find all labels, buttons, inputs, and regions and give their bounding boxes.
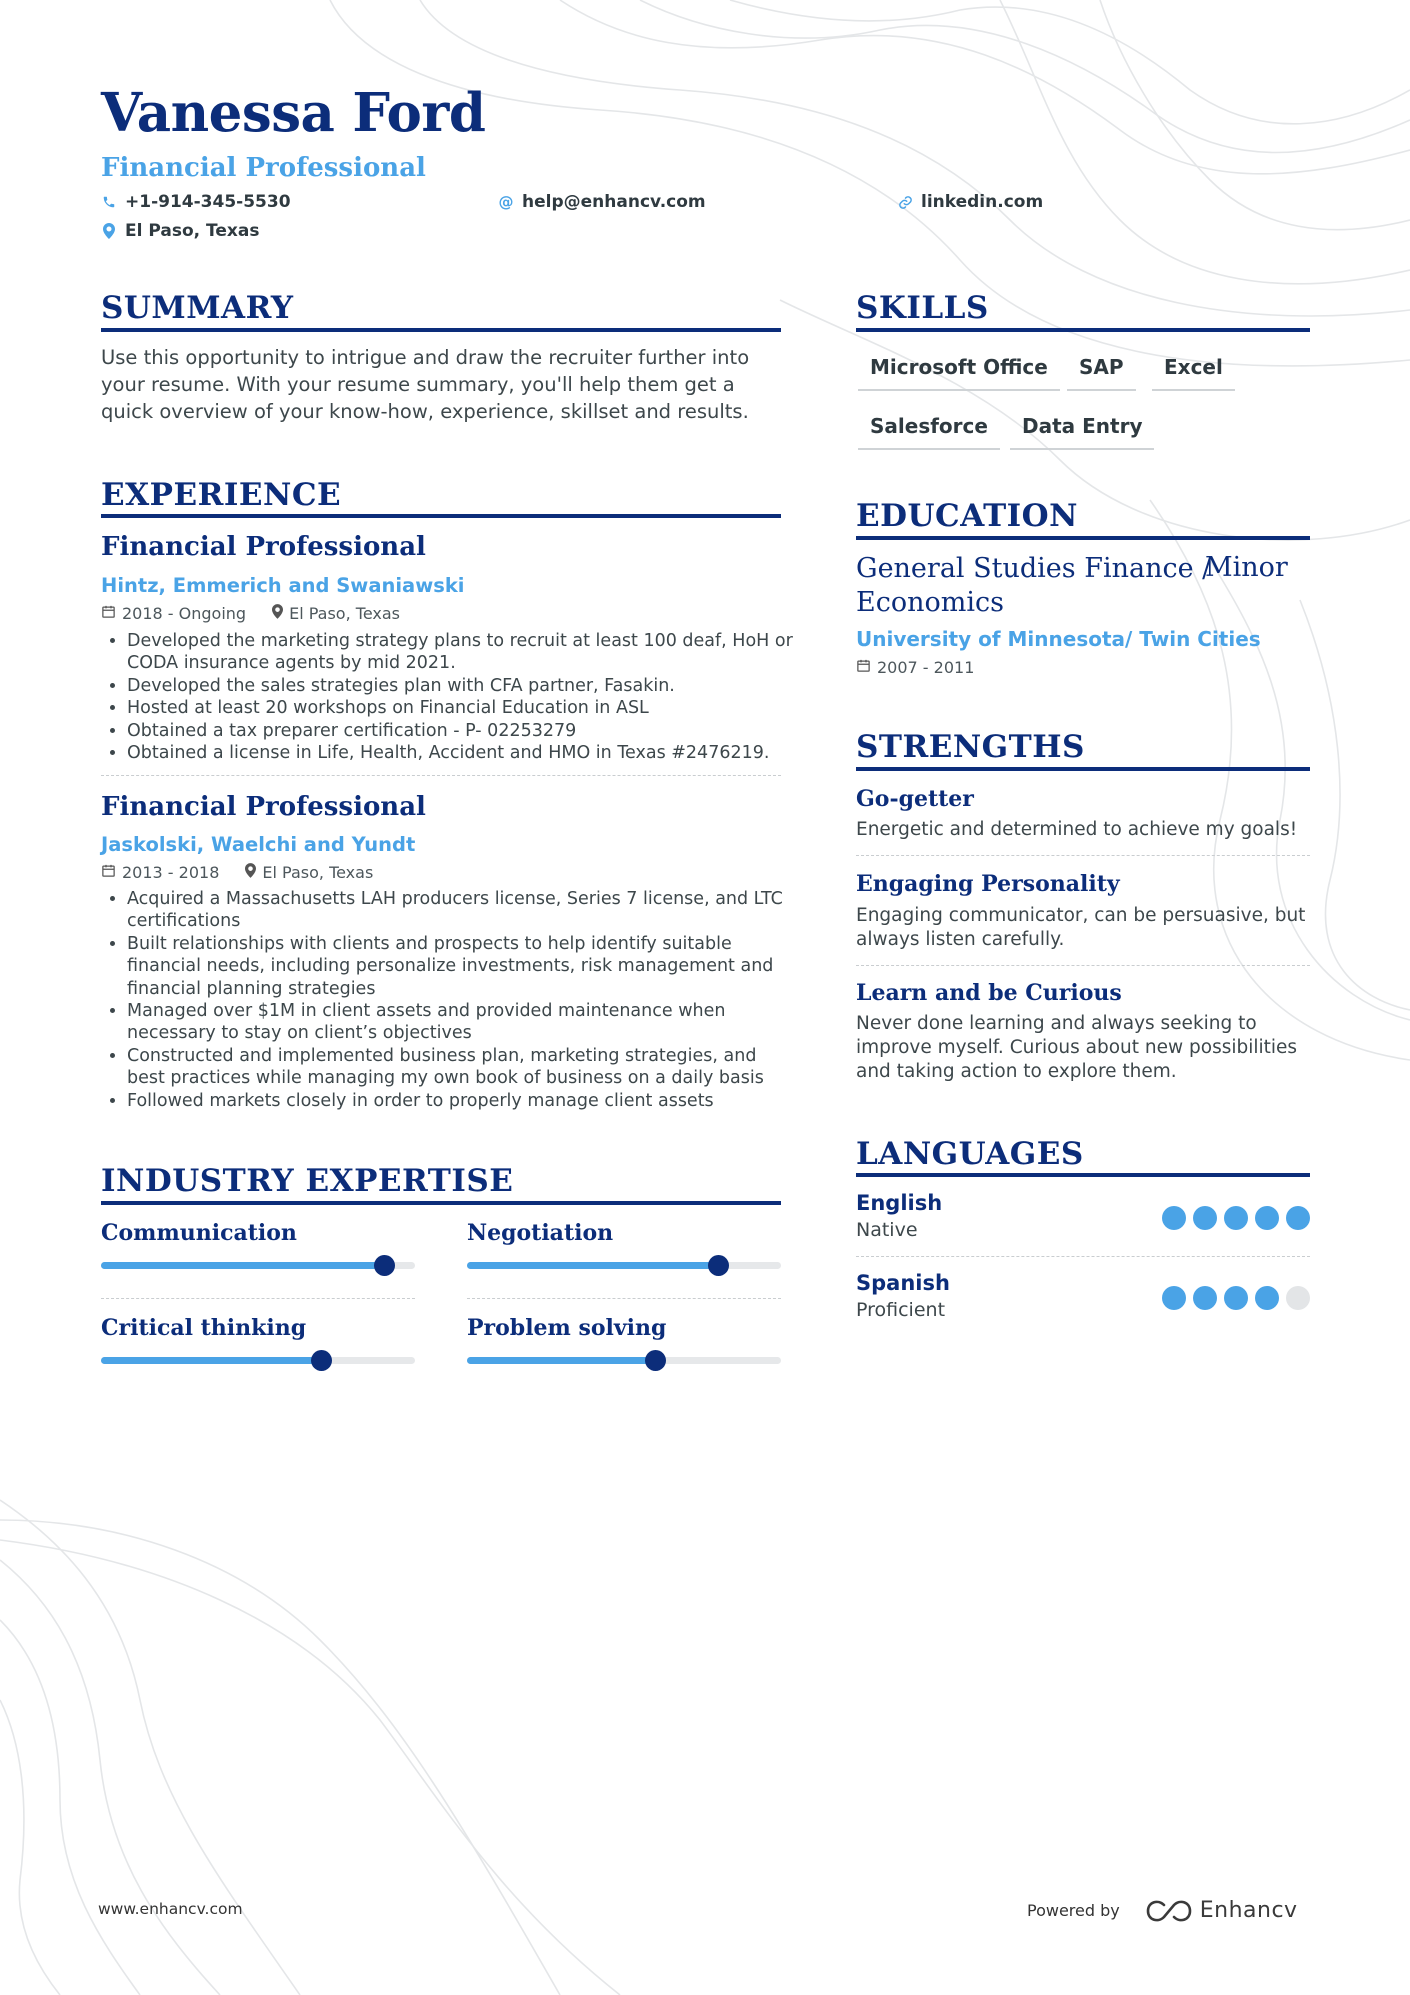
company-name: Jaskolski, Waelchi and Yundt: [101, 833, 416, 856]
list-item: • Followed markets closely in order to properly manage client assets: [127, 1090, 799, 1112]
job-location: El Paso, Texas: [262, 863, 374, 882]
skills-heading: SKILLS: [856, 290, 989, 326]
list-item: • Managed over $1M in client assets and provided maintenance when necessary to stay on client’s objectives: [127, 1000, 799, 1045]
skills-divider: [856, 328, 1310, 332]
strength-separator: [856, 855, 1310, 856]
list-item: • Hosted at least 20 workshops on Financial Education in ASL: [127, 697, 799, 719]
language-rating: [1162, 1206, 1310, 1230]
skill-tag: Data Entry: [1010, 414, 1154, 450]
languages-heading: LANGUAGES: [856, 1136, 1084, 1172]
job-dates: 2018 - Ongoing: [122, 604, 247, 623]
experience-divider: [101, 514, 781, 518]
brand-name: Enhancv: [1199, 1898, 1298, 1923]
expertise-heading: INDUSTRY EXPERTISE: [101, 1163, 514, 1199]
contact-linkedin[interactable]: [897, 192, 1043, 212]
contact-location: [101, 221, 259, 241]
location-text: El Paso, Texas: [125, 221, 260, 241]
summary-heading: SUMMARY: [101, 290, 294, 326]
footer-website[interactable]: www.enhancv.com: [98, 1900, 243, 1918]
education-dates: 2007 - 2011: [877, 658, 975, 677]
expertise-label: Communication: [101, 1220, 297, 1246]
expertise-bar-fill: [467, 1357, 655, 1364]
skill-tag: Microsoft Office: [858, 355, 1060, 391]
calendar-icon: [101, 604, 116, 623]
expertise-bar: [101, 1262, 415, 1269]
list-item: • Built relationships with clients and prospects to help identify suitable financial needs, including personalize investments, risk management and financial planning strategies: [127, 933, 799, 1000]
skill-tag: Salesforce: [858, 414, 1000, 450]
rating-dot-filled: [1255, 1286, 1279, 1310]
expertise-bar: [101, 1357, 415, 1364]
expertise-separator: [467, 1298, 781, 1299]
expertise-bar-fill: [101, 1357, 321, 1364]
contact-phone[interactable]: [101, 192, 291, 212]
rating-dot-filled: [1193, 1206, 1217, 1230]
link-icon: [897, 195, 913, 210]
expertise-label: Critical thinking: [101, 1315, 307, 1341]
expertise-label: Negotiation: [467, 1220, 614, 1246]
list-item: • Obtained a tax preparer certification - P- 02253279: [127, 720, 799, 742]
company-name: Hintz, Emmerich and Swaniawski: [101, 574, 465, 597]
phone-icon: [101, 195, 117, 209]
job-meta: [101, 604, 400, 623]
job-meta: [101, 863, 373, 882]
calendar-icon: [856, 658, 871, 677]
rating-dot-filled: [1224, 1286, 1248, 1310]
rating-dot-filled: [1162, 1206, 1186, 1230]
calendar-icon: [101, 863, 116, 882]
enhancv-logo-icon: [1146, 1899, 1192, 1923]
candidate-name: Vanessa Ford: [101, 82, 486, 144]
experience-heading: EXPERIENCE: [101, 477, 342, 513]
education-meta: [856, 658, 974, 677]
expertise-separator: [101, 1298, 415, 1299]
rating-dot-empty: [1286, 1286, 1310, 1310]
language-name: English: [856, 1191, 943, 1215]
job-bullets: [101, 630, 799, 764]
strength-title: Learn and be Curious: [856, 980, 1122, 1006]
job-dates: 2013 - 2018: [122, 863, 220, 882]
strength-text: Never done learning and always seeking to improve myself. Curious about new possibilities and taking action to explore them.: [856, 1013, 1298, 1082]
language-separator: [856, 1256, 1310, 1257]
languages-divider: [856, 1173, 1310, 1177]
education-minor: Minor: [1205, 552, 1288, 583]
skill-tag: Excel: [1152, 355, 1235, 391]
job-title: Financial Professional: [101, 792, 426, 822]
expertise-bar-knob: [374, 1255, 395, 1276]
list-item: • Obtained a license in Life, Health, Accident and HMO in Texas #2476219.: [127, 742, 799, 764]
language-level: Proficient: [856, 1299, 946, 1321]
expertise-bar-knob: [645, 1350, 666, 1371]
powered-by-text: Powered by: [1027, 1901, 1120, 1920]
expertise-bar-knob: [708, 1255, 729, 1276]
rating-dot-filled: [1255, 1206, 1279, 1230]
job-bullets: [101, 888, 799, 1112]
expertise-bar: [467, 1262, 781, 1269]
expertise-bar-fill: [467, 1262, 718, 1269]
location-pin-icon: [245, 863, 256, 882]
skill-tag: SAP: [1067, 355, 1136, 391]
strength-title: Go-getter: [856, 786, 974, 812]
list-item: • Developed the marketing strategy plans to recruit at least 100 deaf, HoH or CODA insurance agents by mid 2021.: [127, 630, 799, 675]
location-pin-icon: [101, 223, 117, 239]
rating-dot-filled: [1193, 1286, 1217, 1310]
email-text: help@enhancv.com: [522, 192, 706, 212]
expertise-divider: [101, 1201, 781, 1205]
strength-separator: [856, 965, 1310, 966]
expertise-label: Problem solving: [467, 1315, 667, 1341]
education-heading: EDUCATION: [856, 498, 1078, 534]
list-item: • Developed the sales strategies plan with CFA partner, Fasakin.: [127, 675, 799, 697]
list-item: • Constructed and implemented business plan, marketing strategies, and best practices while managing my own book of business on a daily basis: [127, 1045, 799, 1090]
location-pin-icon: [272, 604, 283, 623]
education-divider: [856, 536, 1310, 540]
strengths-heading: STRENGTHS: [856, 729, 1085, 765]
footer-powered-by: [1027, 1898, 1298, 1923]
job-separator: [101, 775, 781, 776]
contact-email[interactable]: [498, 192, 706, 212]
job-location: El Paso, Texas: [289, 604, 400, 623]
job-title: Financial Professional: [101, 532, 426, 562]
summary-text: Use this opportunity to intrigue and draw the recruiter further into your resume. With your resume summary, you'll help them get a quick overview of your know-how, experience, skillset and results.: [101, 346, 750, 423]
candidate-title: Financial Professional: [101, 153, 426, 183]
phone-text: +1-914-345-5530: [125, 192, 291, 212]
strength-text: Engaging communicator, can be persuasive, but always listen carefully.: [856, 905, 1306, 950]
expertise-bar: [467, 1357, 781, 1364]
education-school: University of Minnesota/ Twin Cities: [856, 627, 1261, 651]
rating-dot-filled: [1286, 1206, 1310, 1230]
strength-text: Energetic and determined to achieve my goals!: [856, 819, 1298, 840]
linkedin-text: linkedin.com: [921, 192, 1044, 212]
summary-divider: [101, 328, 781, 332]
brand-logo[interactable]: [1146, 1898, 1298, 1923]
education-degree: General Studies Finance / Economics: [856, 553, 1212, 618]
list-item: • Acquired a Massachusetts LAH producers license, Series 7 license, and LTC certifications: [127, 888, 799, 933]
at-icon: @: [498, 193, 514, 211]
language-rating: [1162, 1286, 1310, 1310]
language-level: Native: [856, 1219, 918, 1241]
expertise-bar-fill: [101, 1262, 384, 1269]
rating-dot-filled: [1224, 1206, 1248, 1230]
strengths-divider: [856, 767, 1310, 771]
rating-dot-filled: [1162, 1286, 1186, 1310]
strength-title: Engaging Personality: [856, 871, 1120, 897]
expertise-bar-knob: [311, 1350, 332, 1371]
language-name: Spanish: [856, 1271, 950, 1295]
